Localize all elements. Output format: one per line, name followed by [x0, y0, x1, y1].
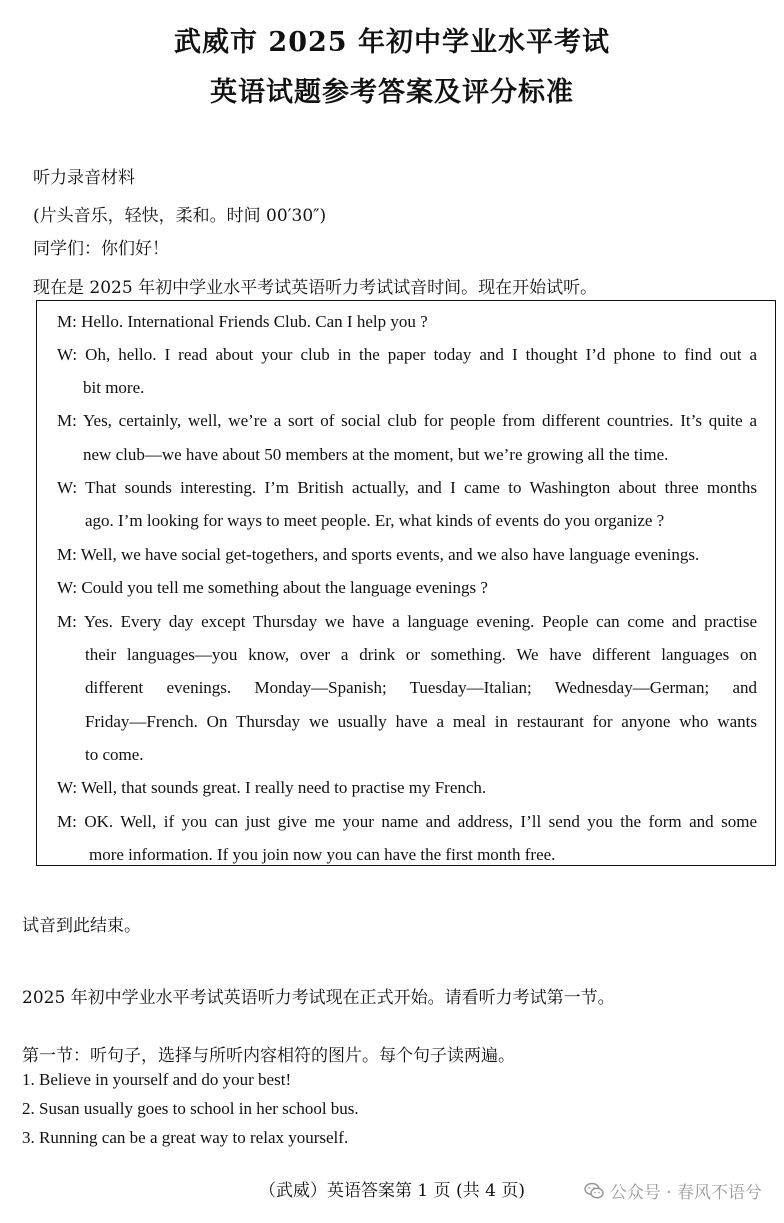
dialog-line: M: Yes, certainly, well, we’re a sort of social club for people from different countries. It’s quite a	[57, 411, 757, 430]
wechat-icon	[584, 1182, 604, 1200]
dialog-line: Friday—French. On Thursday we usually have a meal in restaurant for anyone who wants	[85, 712, 757, 731]
dialog-line: bit more.	[83, 378, 145, 397]
dialog-line: M: OK. Well, if you can just give me your name and address, I’ll send you the form and some	[57, 812, 757, 831]
watermark-text: 公众号 · 春风不语兮	[609, 1183, 762, 1203]
dialog-line: their languages—you know, over a drink or something. We have different languages on	[85, 645, 757, 664]
dialog-line: to come.	[85, 745, 144, 764]
title-line-1: 武威市 2025 年初中学业水平考试	[174, 27, 610, 58]
title-line-2: 英语试题参考答案及评分标准	[210, 77, 574, 108]
dialog-line: W: That sounds interesting. I’m British actually, and I came to Washington about three months	[57, 478, 757, 497]
watermark	[584, 1178, 762, 1203]
exam-start: 2025 年初中学业水平考试英语听力考试现在正式开始。请看听力考试第一节。	[22, 988, 615, 1008]
dialog-line: W: Could you tell me something about the language evenings ?	[57, 578, 488, 597]
greeting: 同学们：你们好！	[33, 239, 169, 259]
dialog-line: M: Hello. International Friends Club. Can I help you ?	[57, 312, 428, 331]
dialog-line: new club—we have about 50 members at the moment, but we’re growing all the time.	[83, 445, 669, 464]
page-footer: （武威）英语答案第 1 页 (共 4 页)	[259, 1181, 525, 1201]
music-note: (片头音乐，轻快，柔和。时间 00′30″)	[33, 206, 327, 226]
section1-item: 2. Susan usually goes to school in her school bus.	[22, 1099, 359, 1118]
section1-item: 3. Running can be a great way to relax yourself.	[22, 1128, 349, 1147]
dialog-box	[36, 300, 776, 866]
section1-item: 1. Believe in yourself and do your best!	[22, 1070, 292, 1089]
dialog-line: M: Well, we have social get-togethers, and sports events, and we also have language evenings.	[57, 545, 700, 564]
dialog-line: ago. I’m looking for ways to meet people. Er, what kinds of events do you organize ?	[85, 511, 665, 530]
dialog-line: W: Well, that sounds great. I really need to practise my French.	[57, 778, 487, 797]
trial-end: 试音到此结束。	[22, 916, 141, 936]
section1-instruction: 第一节：听句子，选择与所听内容相符的图片。每个句子读两遍。	[22, 1046, 515, 1066]
dialog-line: more information. If you join now you can have the first month free.	[89, 845, 556, 864]
dialog-line: M: Yes. Every day except Thursday we have a language evening. People can come and practise	[57, 612, 757, 631]
dialog-line: W: Oh, hello. I read about your club in the paper today and I thought I’d phone to find out a	[57, 345, 757, 364]
intro-heading: 听力录音材料	[33, 168, 135, 188]
trial-notice: 现在是 2025 年初中学业水平考试英语听力考试试音时间。现在开始试听。	[33, 278, 598, 298]
dialog-line: different evenings. Monday—Spanish; Tuesday—Italian; Wednesday—German; and	[85, 678, 757, 697]
